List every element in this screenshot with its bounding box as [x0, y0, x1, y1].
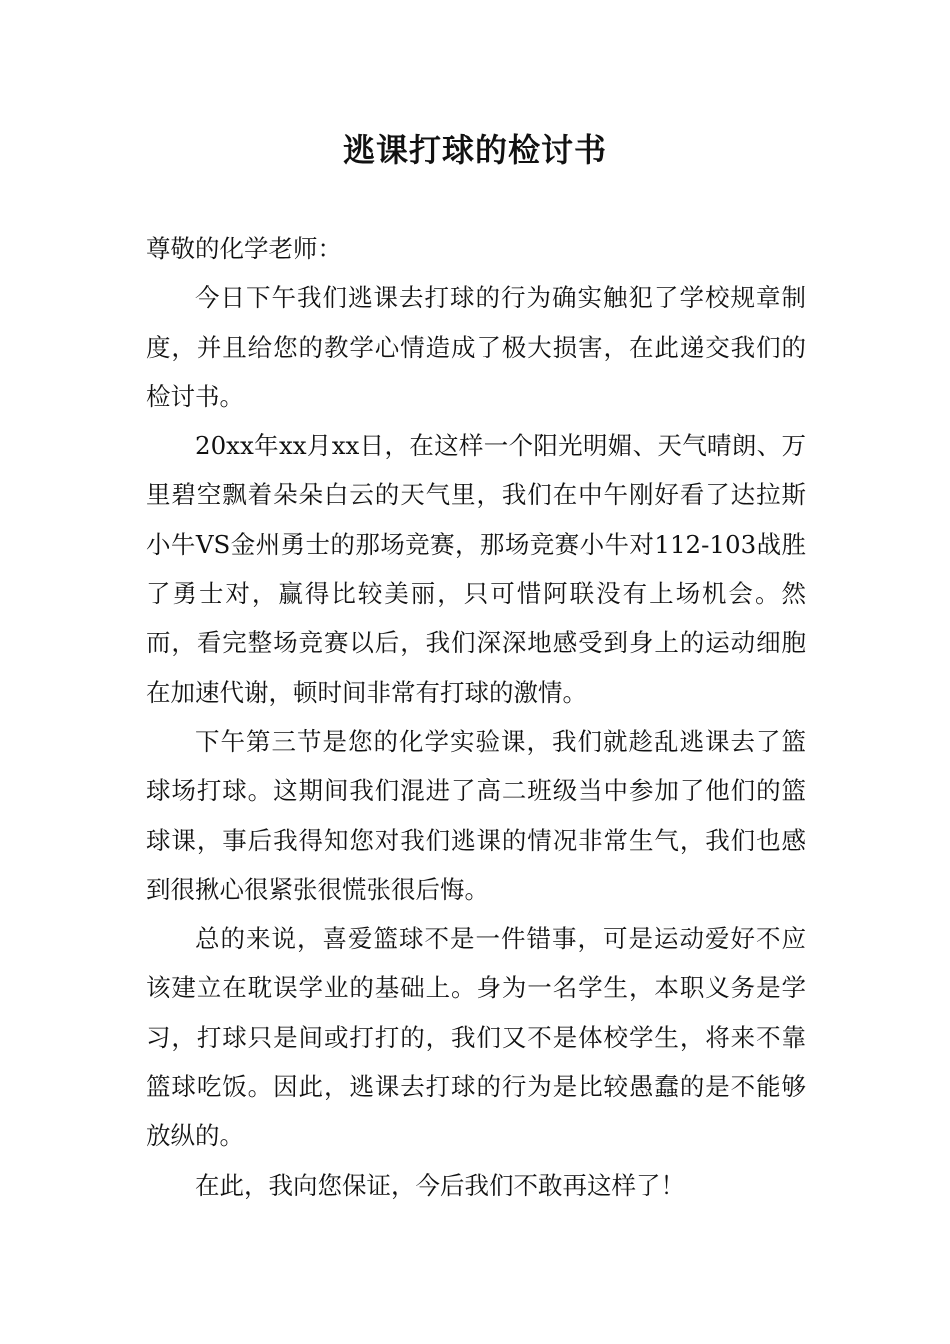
- document-title: 逃课打球的检讨书: [342, 131, 607, 169]
- paragraph-5: 在此，我向您保证，今后我们不敢再这样了！: [195, 1170, 685, 1200]
- salutation: 尊敬的化学老师：: [146, 234, 342, 263]
- paragraph-4: 总的来说，喜爱篮球不是一件错事，可是运动爱好不应该建立在耽误学业的基础上。身为一名学生，本职义务是学习，打球只是间或打打的，我们又不是体校学生，将来不靠篮球吃饭。因此，逃课去打球的行为是比较愚蠢的是不能够放纵的。: [146, 924, 806, 1151]
- document-body: [146, 224, 806, 1210]
- paragraph-2: 20xx年xx月xx日，在这样一个阳光明媚、天气晴朗、万里碧空飘着朵朵白云的天气里，我们在中午刚好看了达拉斯小牛VS金州勇士的那场竞赛，那场竞赛小牛对112-103战胜了勇士对，赢得比较美丽，只可惜阿联没有上场机会。然而，看完整场竞赛以后，我们深深地感受到身上的运动细胞在加速代谢，顿时间非常有打球的激情。: [146, 431, 806, 707]
- paragraph-1: 今日下午我们逃课去打球的行为确实触犯了学校规章制度，并且给您的教学心情造成了极大损害，在此递交我们的检讨书。: [146, 283, 806, 411]
- paragraph-3: 下午第三节是您的化学实验课，我们就趁乱逃课去了篮球场打球。这期间我们混进了高二班级当中参加了他们的篮球课，事后我得知您对我们逃课的情况非常生气，我们也感到很揪心很紧张很慌张很后悔。: [146, 726, 806, 904]
